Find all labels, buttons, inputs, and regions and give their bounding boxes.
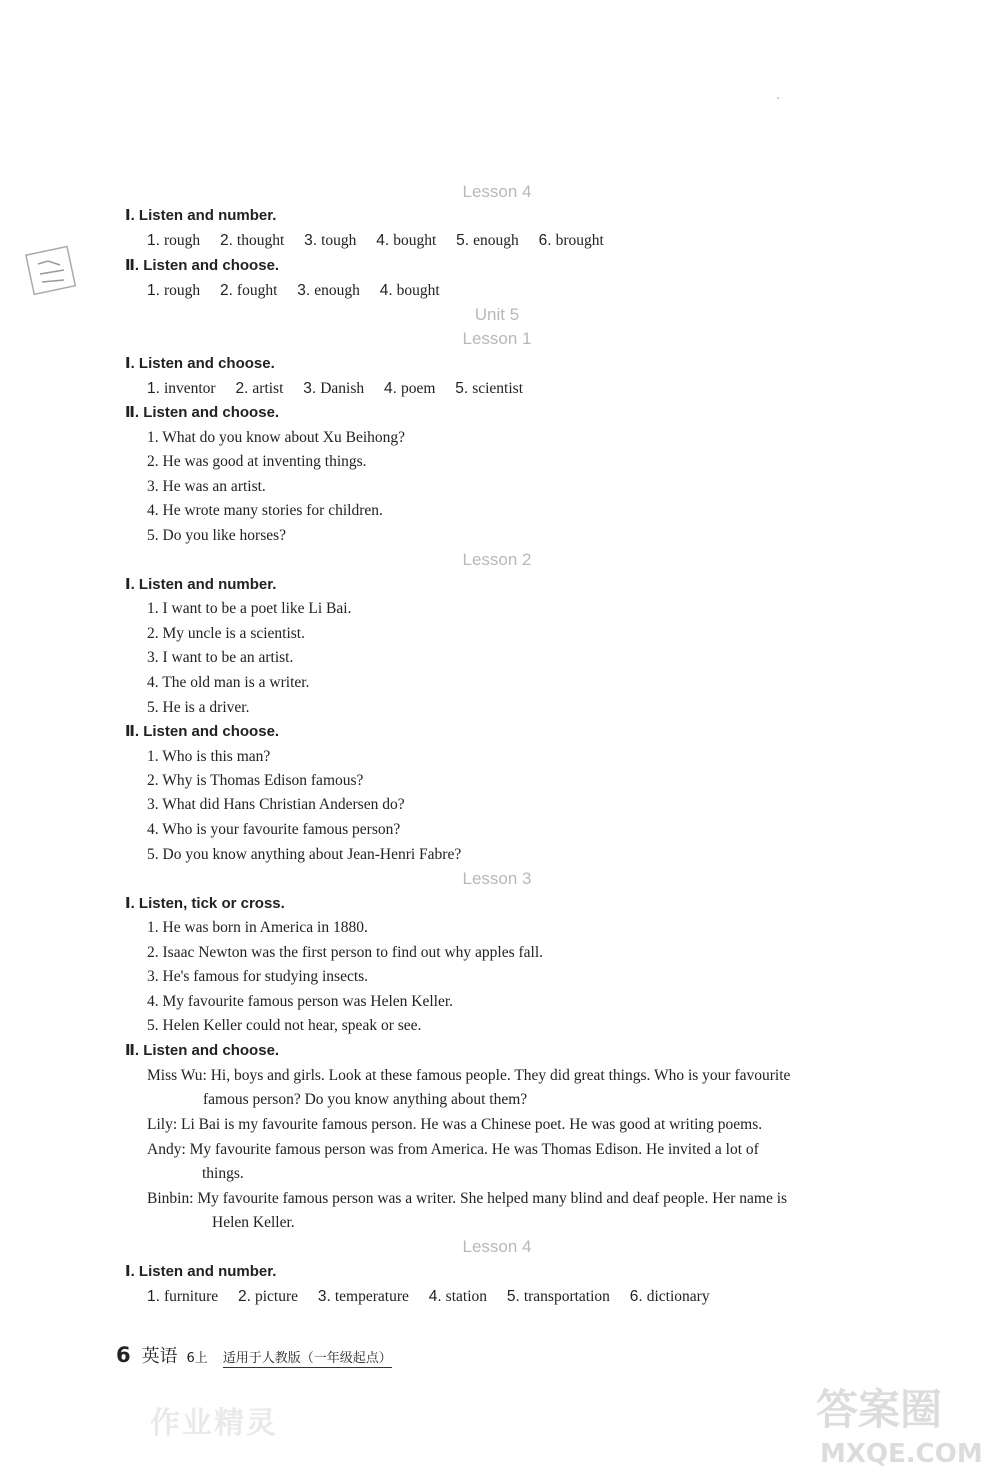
speaker-name: Binbin: bbox=[147, 1190, 194, 1207]
grade-label: 6上 bbox=[186, 1351, 208, 1366]
exercise-title: Ⅰ. Listen and number. bbox=[125, 207, 277, 224]
dialogue-turn bbox=[147, 1138, 875, 1186]
sentence-line: 1. Who is this man? bbox=[147, 748, 271, 765]
word-item: 2. artist bbox=[235, 380, 284, 397]
dialogue-text-continued: Helen Keller. bbox=[212, 1214, 295, 1231]
watermark-title: 答案圈 bbox=[816, 1385, 943, 1434]
sentence-line: 1. What do you know about Xu Beihong? bbox=[147, 429, 406, 446]
dialogue-text: Li Bai is my favourite famous person. He was a Chinese poet. He was good at writing poems. bbox=[181, 1116, 763, 1133]
scan-speck bbox=[777, 97, 779, 99]
word-item: 2. thought bbox=[219, 232, 285, 249]
sentence-line: 5. Helen Keller could not hear, speak or see. bbox=[147, 1017, 422, 1034]
word-item: 3. temperature bbox=[317, 1288, 409, 1305]
word-list bbox=[147, 280, 456, 302]
speaker-name: Lily: bbox=[147, 1116, 178, 1133]
unit-heading: Unit 5 bbox=[474, 305, 520, 324]
lesson-heading: Lesson 2 bbox=[462, 550, 532, 569]
sentence-line: 3. I want to be an artist. bbox=[147, 649, 294, 666]
dialogue-turn bbox=[147, 1064, 875, 1112]
dialogue-turn bbox=[147, 1113, 875, 1137]
word-item: 4. bought bbox=[379, 282, 440, 299]
sentence-line: 4. The old man is a writer. bbox=[147, 674, 310, 691]
word-item: 1. inventor bbox=[147, 380, 216, 397]
word-item: 2. fought bbox=[219, 282, 278, 299]
word-item: 6. brought bbox=[538, 232, 604, 249]
sentence-line: 2. He was good at inventing things. bbox=[147, 453, 367, 470]
sentence-line: 1. I want to be a poet like Li Bai. bbox=[147, 600, 352, 617]
lesson-heading: Lesson 4 bbox=[462, 182, 532, 201]
sentence-line: 4. Who is your favourite famous person? bbox=[147, 821, 401, 838]
edition-label: 适用于人教版（一年级起点） bbox=[222, 1351, 392, 1366]
exercise-title: Ⅰ. Listen and number. bbox=[125, 1263, 277, 1280]
word-item: 4. station bbox=[428, 1288, 488, 1305]
exercise-title: Ⅱ. Listen and choose. bbox=[125, 257, 280, 274]
word-item: 3. Danish bbox=[303, 380, 365, 397]
exercise-title: Ⅱ. Listen and choose. bbox=[125, 1042, 280, 1059]
sentence-line: 5. He is a driver. bbox=[147, 699, 250, 716]
word-item: 3. enough bbox=[297, 282, 360, 299]
page-number: 6 bbox=[116, 1343, 131, 1367]
dialogue-text-continued: things. bbox=[202, 1165, 244, 1182]
lesson-heading: Lesson 1 bbox=[462, 329, 532, 348]
dialogue-text-continued: famous person? Do you know anything about them? bbox=[203, 1091, 528, 1108]
page-footer bbox=[116, 1343, 392, 1371]
exercise-title: Ⅱ. Listen and choose. bbox=[125, 404, 280, 421]
word-item: 3. tough bbox=[304, 232, 357, 249]
watermark-logo bbox=[812, 1378, 990, 1468]
word-list bbox=[147, 378, 539, 400]
word-item: 5. scientist bbox=[455, 380, 524, 397]
word-item: 4. bought bbox=[376, 232, 437, 249]
sentence-line: 4. He wrote many stories for children. bbox=[147, 502, 383, 519]
speaker-name: Miss Wu: bbox=[147, 1067, 207, 1084]
word-item: 1. rough bbox=[147, 282, 201, 299]
sentence-line: 2. My uncle is a scientist. bbox=[147, 625, 305, 642]
sentence-line: 3. What did Hans Christian Andersen do? bbox=[147, 796, 405, 813]
word-item: 5. enough bbox=[456, 232, 519, 249]
word-item: 2. picture bbox=[238, 1288, 299, 1305]
seal-stamp-icon bbox=[22, 244, 84, 300]
dialogue-text: My favourite famous person was from America. He was Thomas Edison. He invited a lot of bbox=[189, 1141, 759, 1158]
dialogue-text: Hi, boys and girls. Look at these famous people. They did great things. Who is your favourite bbox=[210, 1067, 791, 1084]
exercise-title: Ⅰ. Listen and choose. bbox=[125, 355, 275, 372]
exercise-title: Ⅰ. Listen and number. bbox=[125, 576, 277, 593]
lesson-heading: Lesson 4 bbox=[462, 1237, 532, 1256]
sentence-line: 4. My favourite famous person was Helen Keller. bbox=[147, 993, 454, 1010]
sentence-line: 5. Do you like horses? bbox=[147, 527, 287, 544]
word-item: 1. rough bbox=[147, 232, 201, 249]
sentence-line: 2. Isaac Newton was the first person to find out why apples fall. bbox=[147, 944, 544, 961]
word-list bbox=[147, 1286, 726, 1308]
word-item: 1. furniture bbox=[147, 1288, 219, 1305]
watermark-left: 作业精灵 bbox=[150, 1406, 278, 1441]
sentence-line: 3. He's famous for studying insects. bbox=[147, 968, 369, 985]
word-item: 5. transportation bbox=[506, 1288, 610, 1305]
watermark-domain: MXQE.COM bbox=[820, 1439, 983, 1468]
sentence-line: 1. He was born in America in 1880. bbox=[147, 919, 368, 936]
exercise-title: Ⅱ. Listen and choose. bbox=[125, 723, 280, 740]
dialogue-text: My favourite famous person was a writer. She helped many blind and deaf people. Her name is bbox=[197, 1190, 788, 1207]
sentence-line: 2. Why is Thomas Edison famous? bbox=[147, 772, 364, 789]
exercise-title: Ⅰ. Listen, tick or cross. bbox=[125, 895, 285, 912]
word-item: 4. poem bbox=[384, 380, 436, 397]
sentence-line: 3. He was an artist. bbox=[147, 478, 266, 495]
speaker-name: Andy: bbox=[147, 1141, 186, 1158]
subject-label: 英语 bbox=[141, 1346, 178, 1367]
dialogue-turn bbox=[147, 1187, 875, 1235]
word-list bbox=[147, 230, 620, 252]
sentence-line: 5. Do you know anything about Jean-Henri Fabre? bbox=[147, 846, 462, 863]
word-item: 6. dictionary bbox=[629, 1288, 710, 1305]
lesson-heading: Lesson 3 bbox=[462, 869, 532, 888]
